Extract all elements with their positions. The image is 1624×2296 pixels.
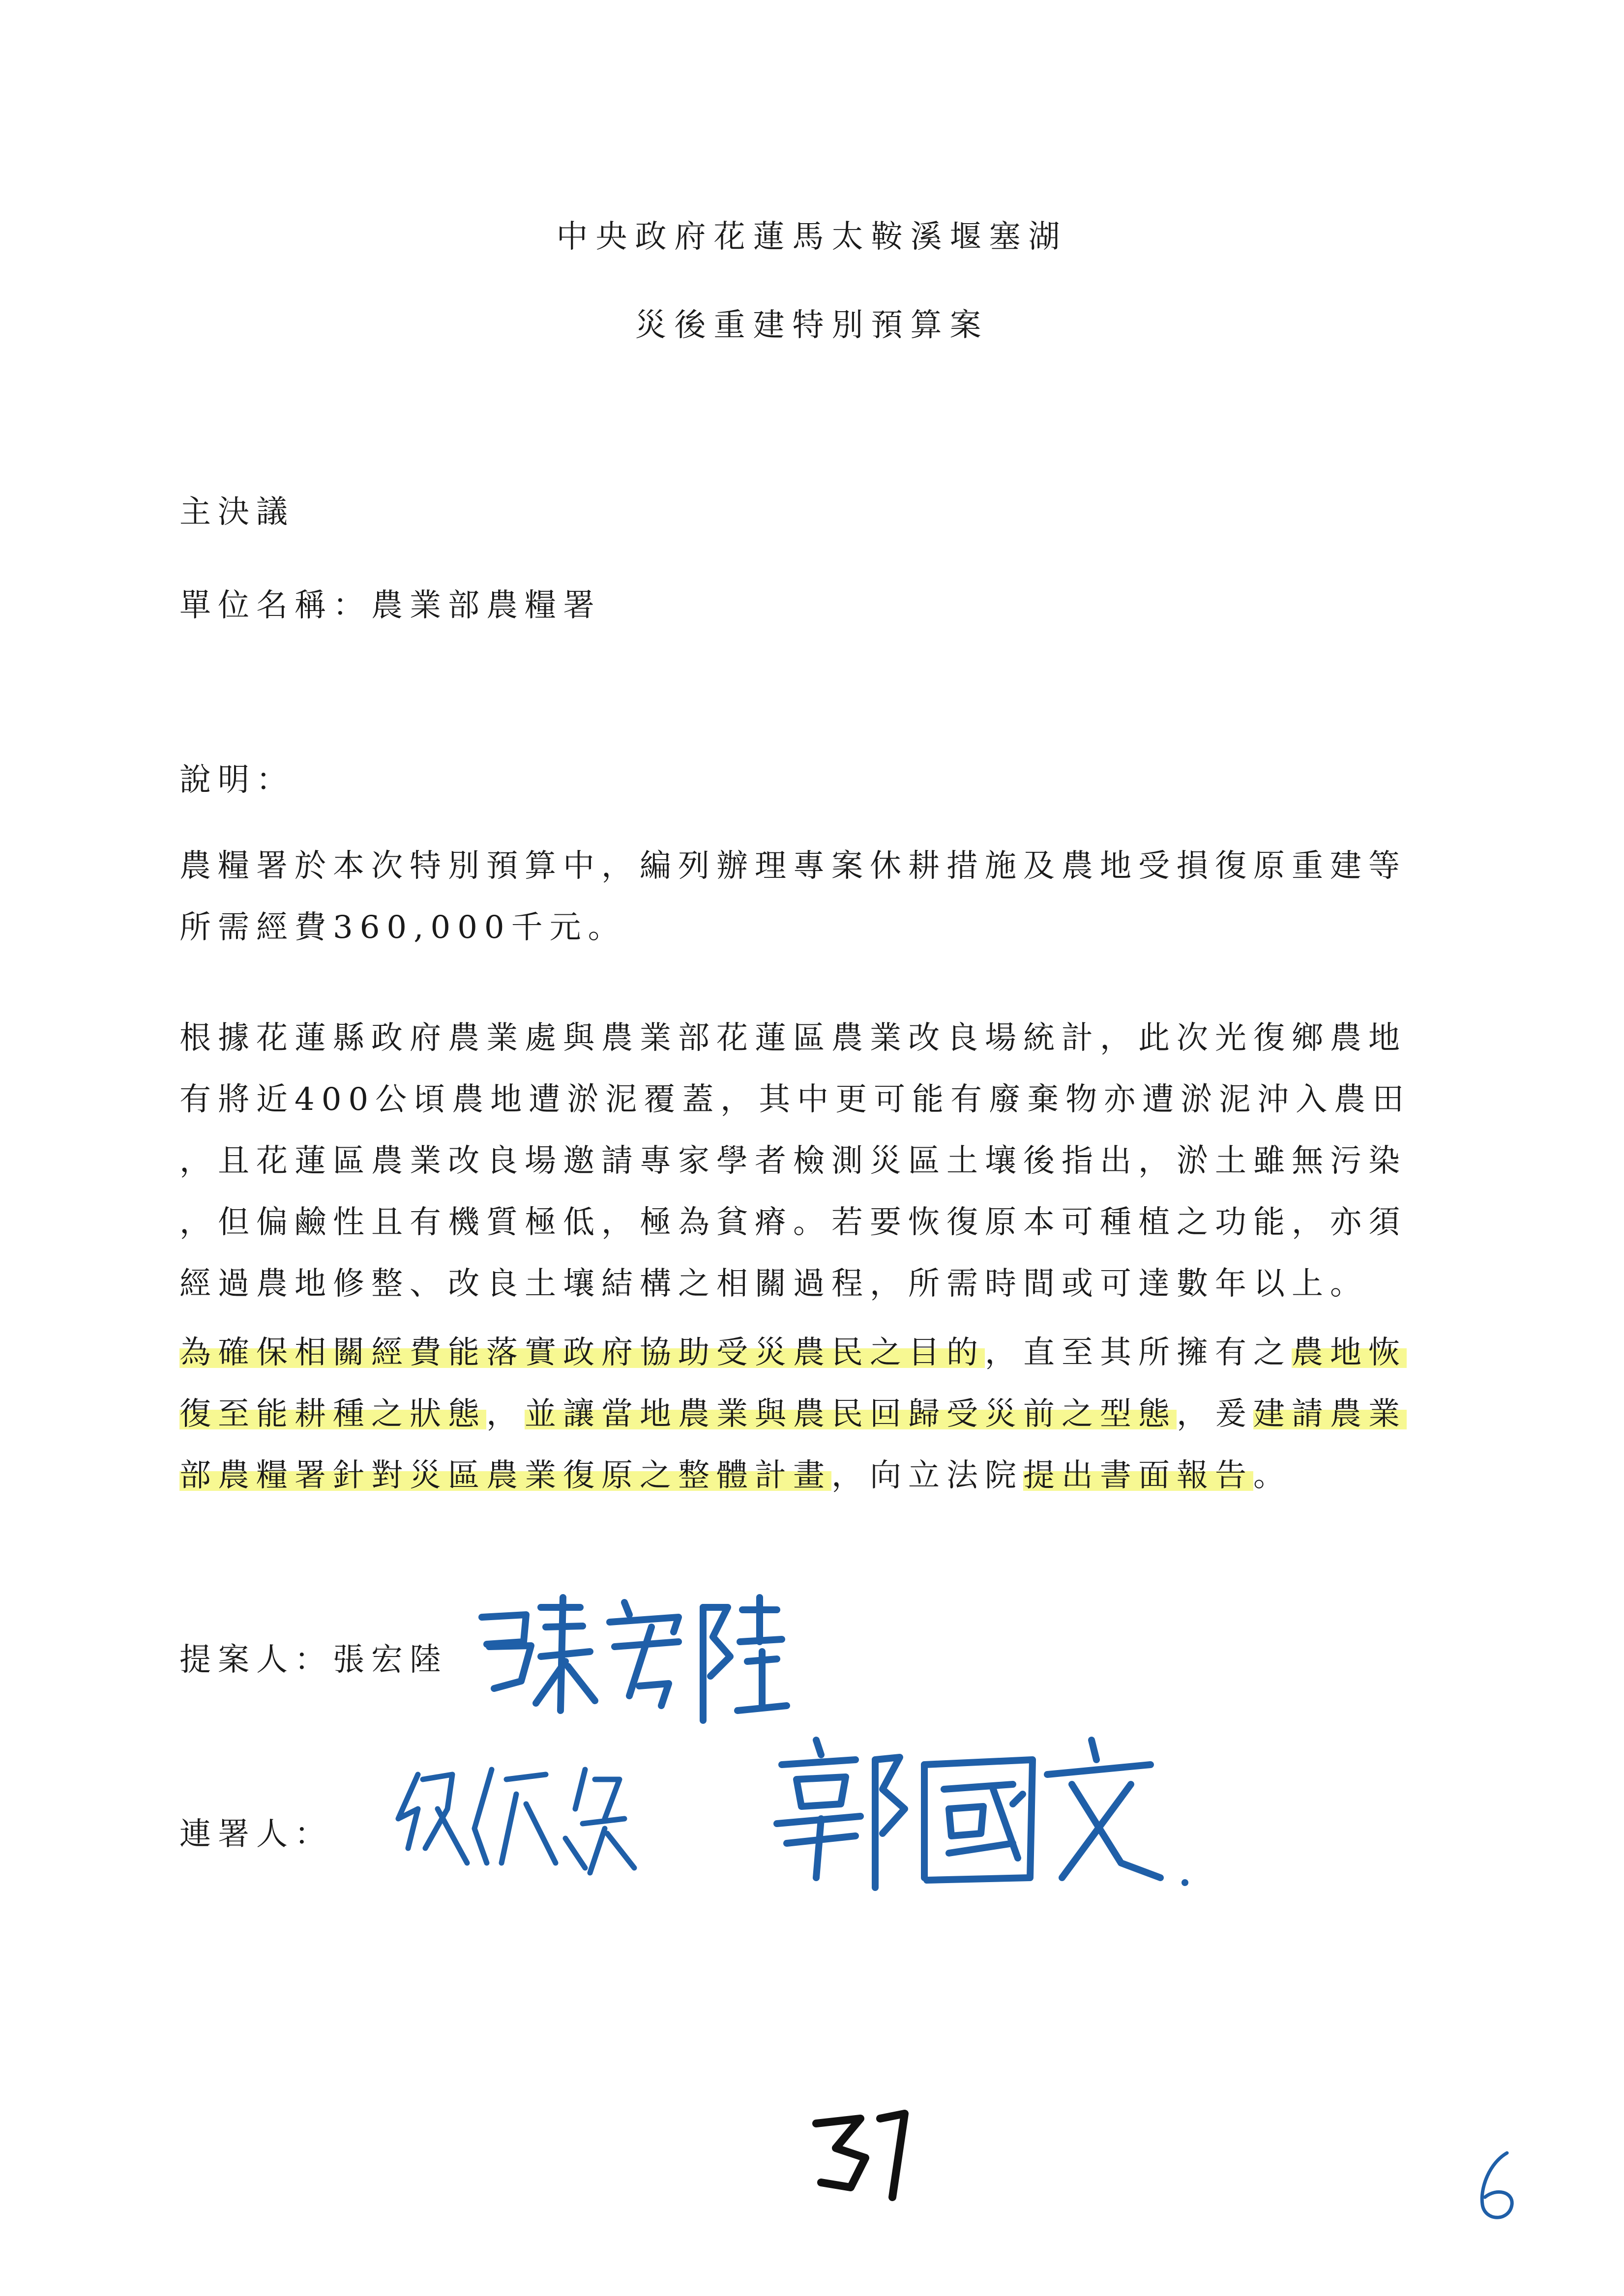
paragraph-line: 根據花蓮縣政府農業處與農業部花蓮區農業改良場統計，此次光復鄉農地	[179, 1020, 1407, 1056]
document-title-line2: 災後重建特別預算案	[635, 307, 989, 344]
highlighted-text: 農地恢	[1292, 1335, 1407, 1371]
explanation-label: 說明：	[179, 762, 295, 798]
cosigner-signature	[388, 1750, 733, 1897]
plain-text: 。	[1253, 1457, 1292, 1494]
plain-text: ，直至其所擁有之	[985, 1335, 1292, 1371]
paragraph-line: 農糧署於本次特別預算中，編列辦理專案休耕措施及農地受損復原重建等	[179, 848, 1407, 884]
paragraph-line: ，但偏鹼性且有機質極低，極為貧瘠。若要恢復原本可種植之功能，亦須	[179, 1204, 1407, 1241]
paragraph-line: 所需經費360,000千元。	[179, 909, 626, 946]
document-title-line1: 中央政府花蓮馬太鞍溪堰塞湖	[556, 219, 1068, 255]
highlighted-text: 提出書面報告	[1023, 1457, 1253, 1494]
paragraph-statistics	[179, 1008, 1438, 1315]
plain-text: ，向立法院	[831, 1457, 1023, 1494]
highlighted-text: 建請農業	[1253, 1396, 1407, 1432]
highlighted-text: 並讓當地農業與農民回歸受災前之型態	[525, 1396, 1177, 1432]
plain-text: ，	[486, 1396, 525, 1432]
paragraph-budget	[179, 836, 1438, 959]
handwritten-corner-mark	[1470, 2148, 1524, 2229]
paragraph-line	[179, 1384, 1438, 1445]
paragraph-request	[179, 1322, 1438, 1507]
paragraph-line: 有將近400公頃農地遭淤泥覆蓋，其中更可能有廢棄物亦遭淤泥沖入農田	[179, 1081, 1411, 1118]
paragraph-line: 經過農地修整、改良土壤結構之相關過程，所需時間或可達數年以上。	[179, 1266, 1368, 1302]
paragraph-line: ，且花蓮區農業改良場邀請專家學者檢測災區土壤後指出，淤土雖無污染	[179, 1143, 1407, 1179]
paragraph-line	[179, 1445, 1438, 1507]
plain-text: ，爰	[1177, 1396, 1253, 1432]
cosigner-label: 連署人：	[179, 1816, 333, 1853]
highlighted-text: 部農糧署針對災區農業復原之整體計畫	[179, 1457, 831, 1494]
cosigner-signature	[757, 1730, 1200, 1897]
handwritten-page-mark	[806, 2104, 934, 2204]
paragraph-line	[179, 1322, 1438, 1384]
proposer-signature	[467, 1588, 792, 1735]
resolution-label: 主決議	[179, 494, 295, 530]
highlighted-text: 為確保相關經費能落實政府協助受災農民之目的	[179, 1335, 985, 1371]
unit-label: 單位名稱：農業部農糧署	[179, 587, 601, 624]
proposer-label: 提案人：張宏陸	[179, 1642, 448, 1678]
highlighted-text: 復至能耕種之狀態	[179, 1396, 486, 1432]
